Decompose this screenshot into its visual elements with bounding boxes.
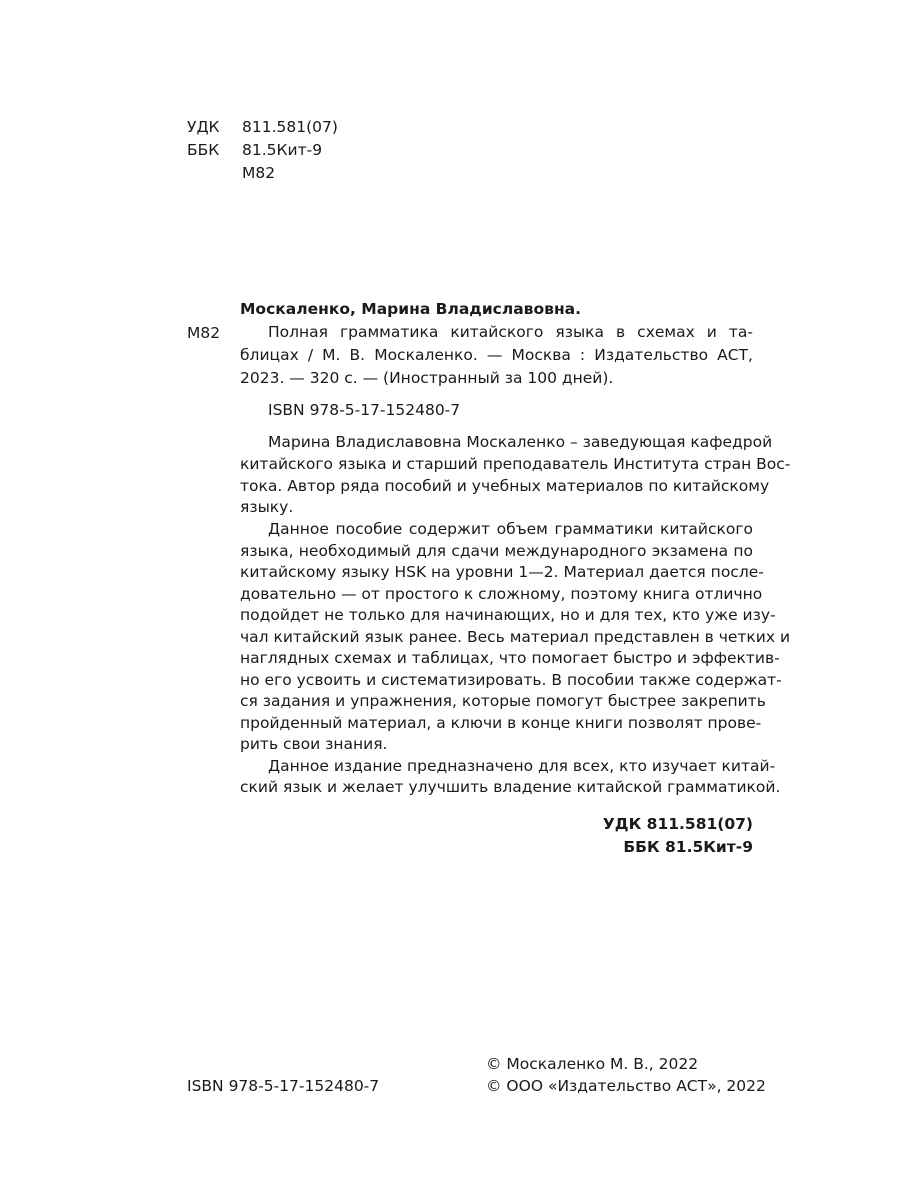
annotation-p1-line-1: Марина Владиславовна Москаленко – заведующая кафедрой [268,433,773,451]
annotation-p3-line-2: ский язык и желает улучшить владение китайской грамматикой. [240,778,781,796]
title-line-2: блицах / М. В. Москаленко. — Москва : Издательство АСТ, [240,346,753,364]
annotation-p1-line-4: языку. [240,498,294,516]
annotation-p1-line-2: китайского языка и старший преподаватель Института стран Вос- [240,455,791,473]
bbk-bottom: ББК 81.5Кит-9 [623,838,753,856]
annotation-p2-line-6: чал китайский язык ранее. Весь материал представлен в четких и [240,628,791,646]
title-line-3: 2023. — 320 с. — (Иностранный за 100 дней). [240,369,614,387]
annotation-p3-line-1: Данное издание предназначено для всех, кто изучает китай- [268,757,776,775]
author-heading: Москаленко, Марина Владиславовна. [240,300,581,318]
annotation-p2-line-11: рить свои знания. [240,735,388,753]
udk-label: УДК [187,118,220,136]
annotation-p2-line-5: подойдет не только для начинающих, но и для тех, кто уже изу- [240,606,776,624]
annotation-p2-line-3: китайскому языку HSK на уровни 1—2. Материал дается после- [240,563,764,581]
annotation-p2-line-8: но его усвоить и систематизировать. В пособии также содержат- [240,671,782,689]
annotation-p2-line-1: Данное пособие содержит объем грамматики китайского [268,520,753,538]
author-mark-record: М82 [187,324,221,342]
title-line-1: Полная грамматика китайского языка в схемах и та- [268,323,753,341]
author-mark-row [187,162,275,184]
bbk-value: 81.5Кит-9 [242,141,323,159]
annotation-p2-line-9: ся задания и упражнения, которые помогут быстрее закрепить [240,692,766,710]
copyright-publisher: © ООО «Издательство АСТ», 2022 [486,1077,766,1095]
bbk-code-row [187,139,322,161]
bbk-label: ББК [187,141,220,159]
record-isbn: ISBN 978-5-17-152480-7 [268,401,461,419]
annotation-p2-line-10: пройденный материал, а ключи в конце книги позволят прове- [240,714,762,732]
copyright-author: © Москаленко М. В., 2022 [486,1055,699,1073]
udk-value: 811.581(07) [242,118,338,136]
udk-code-row [187,116,338,138]
author-mark-top: М82 [242,164,276,182]
annotation-p1-line-3: тока. Автор ряда пособий и учебных материалов по китайскому [240,477,770,495]
annotation-p2-line-2: языка, необходимый для сдачи международного экзамена по [240,542,753,560]
footer-isbn: ISBN 978-5-17-152480-7 [187,1077,380,1095]
annotation-p2-line-4: довательно — от простого к сложному, поэтому книга отлично [240,585,763,603]
udk-bottom: УДК 811.581(07) [602,815,753,833]
annotation-p2-line-7: наглядных схемах и таблицах, что помогает быстро и эффектив- [240,649,780,667]
